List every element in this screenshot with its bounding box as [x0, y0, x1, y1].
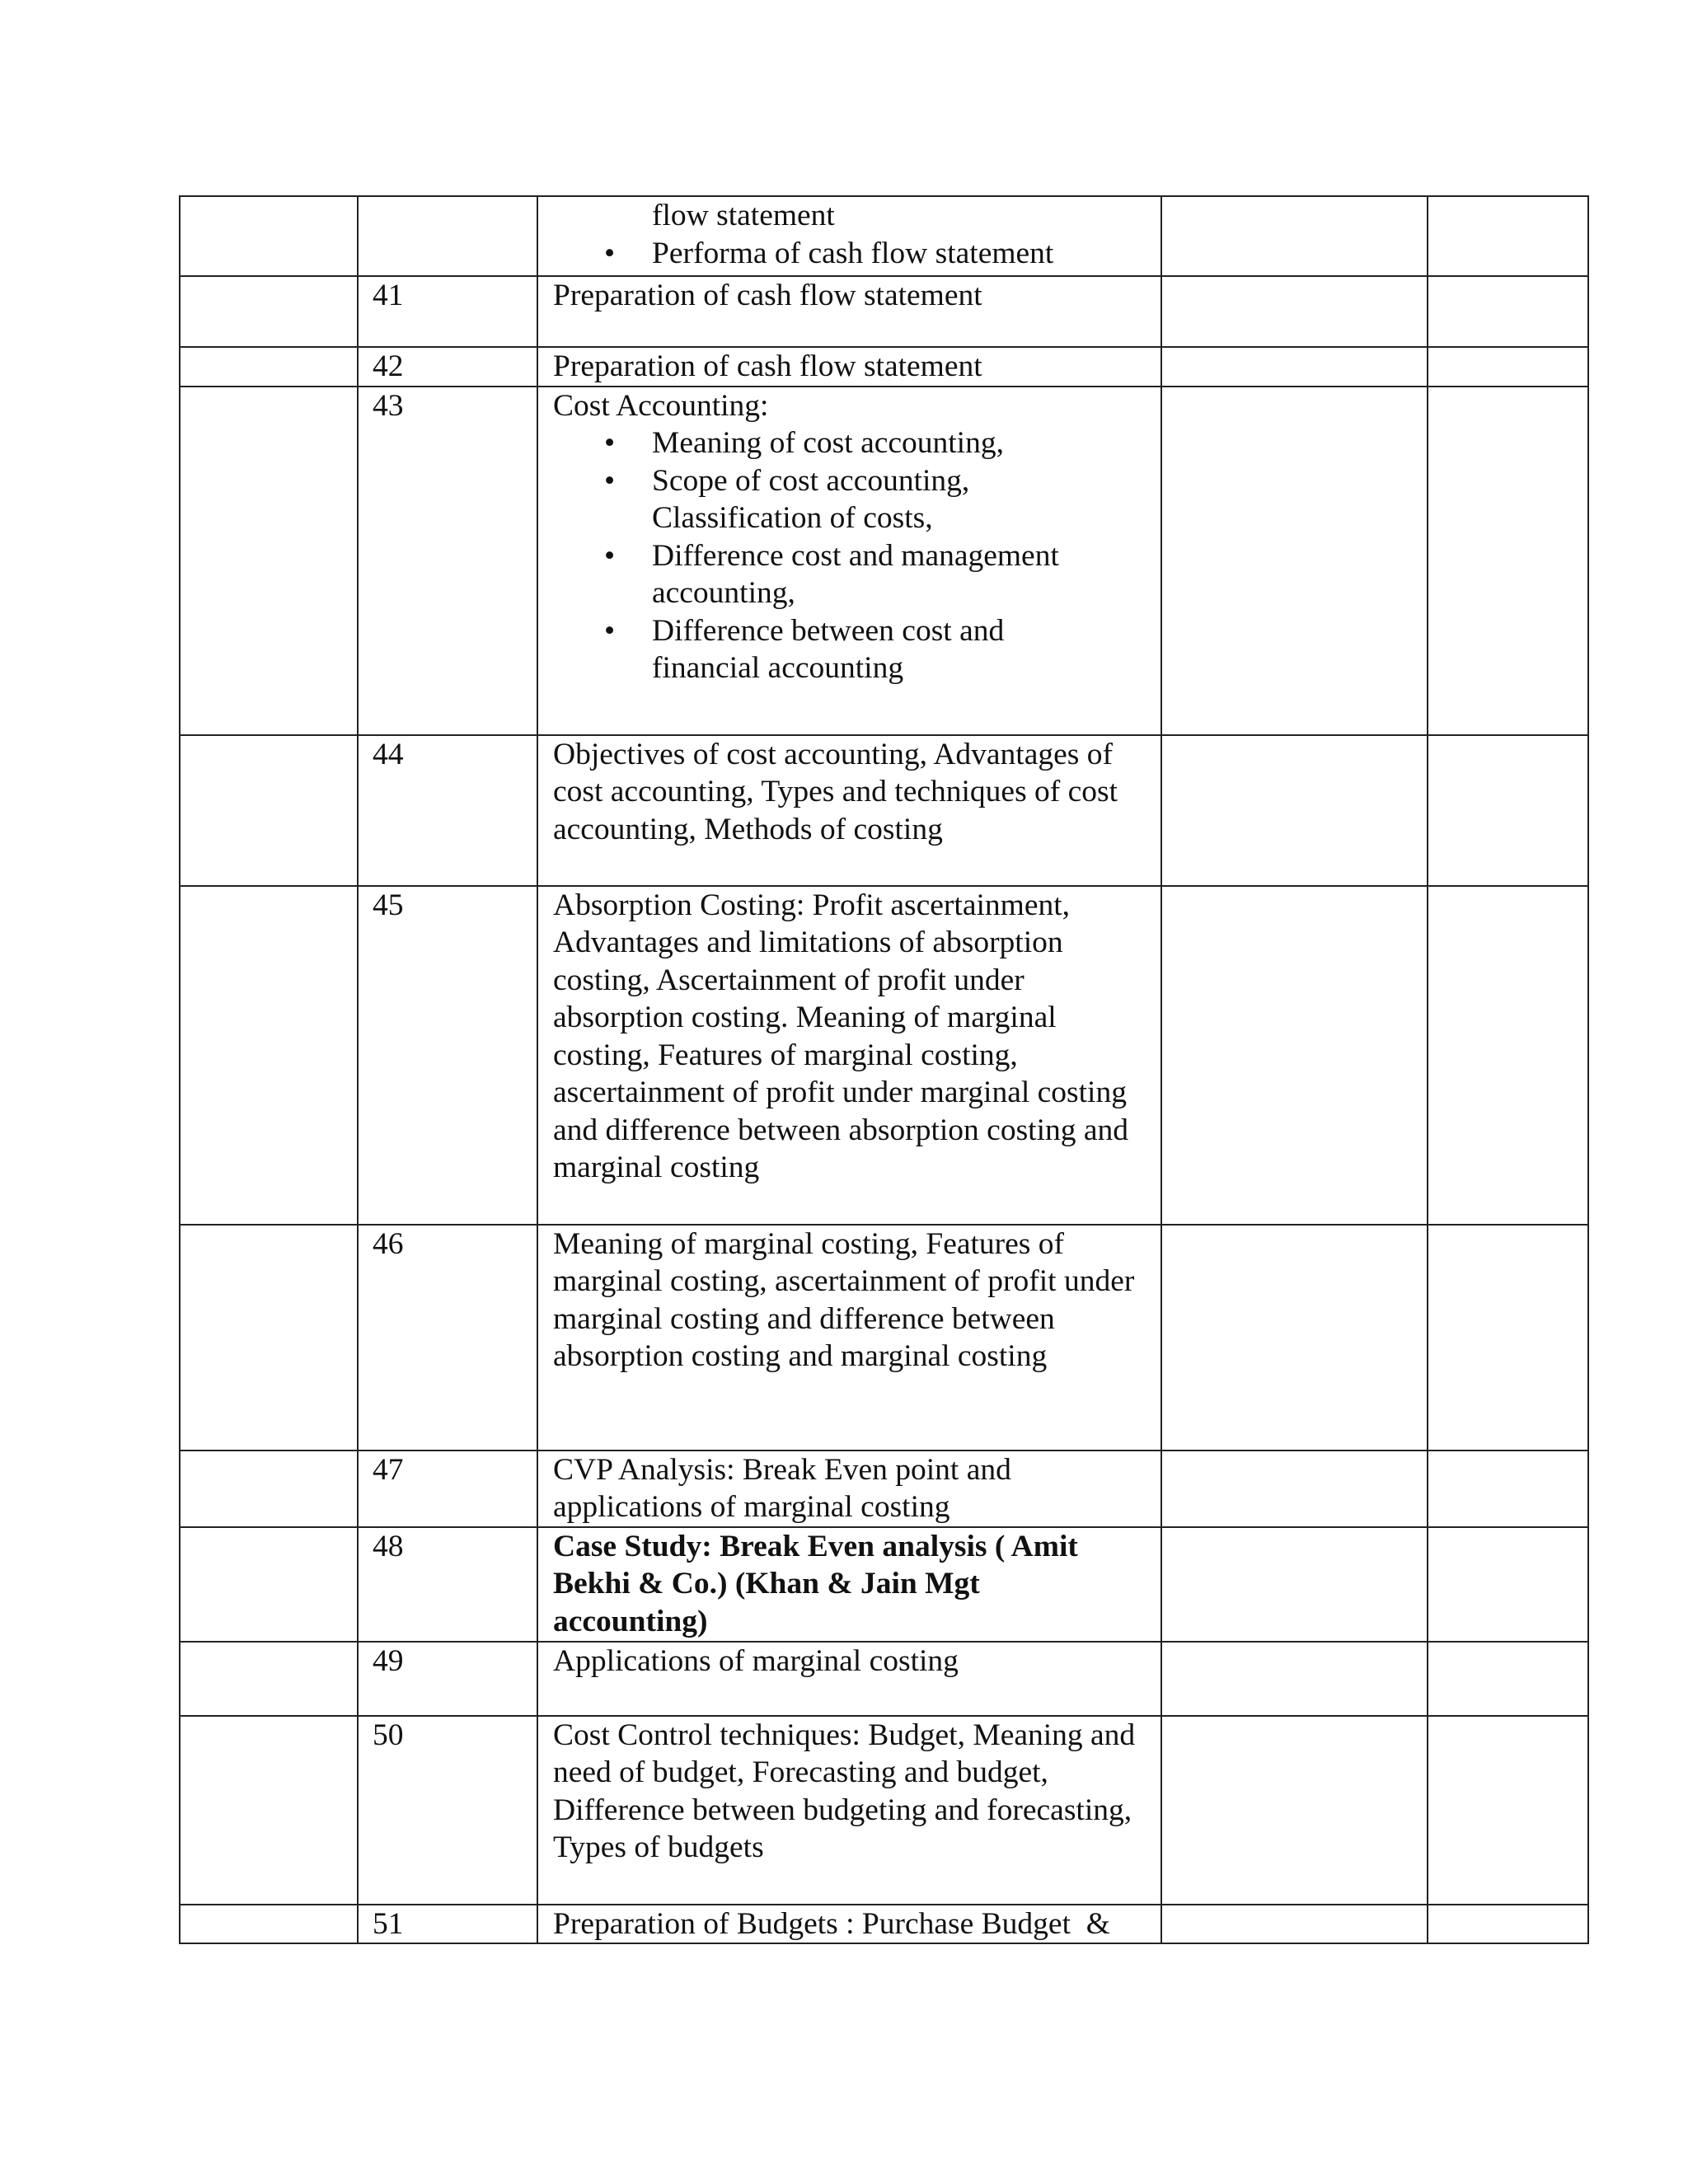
session-number: 46 — [373, 1226, 404, 1261]
bullet-text: Meaning of cost accounting, — [652, 426, 1004, 460]
topic-cell — [537, 1905, 1161, 1944]
session-number-cell — [358, 387, 537, 735]
blank-cell — [1161, 1905, 1428, 1944]
topic-cell — [537, 1451, 1161, 1527]
topic-text: Preparation of cash flow statement — [553, 279, 982, 312]
table-row — [180, 735, 1588, 886]
list-item — [553, 612, 1160, 687]
table-row — [180, 886, 1588, 1225]
topic-cell — [537, 276, 1161, 347]
list-item — [553, 235, 1160, 273]
session-number: 42 — [373, 349, 404, 383]
bullet-icon: • — [604, 463, 616, 498]
bullet-text: Scope of cost accounting, Classification of costs, — [652, 463, 970, 535]
session-number: 51 — [373, 1906, 404, 1941]
blank-cell — [180, 1451, 358, 1527]
session-number-cell — [358, 347, 537, 387]
session-number: 48 — [373, 1529, 404, 1563]
blank-cell — [1428, 276, 1588, 347]
blank-cell — [180, 387, 358, 735]
blank-cell — [1161, 1642, 1428, 1716]
blank-cell — [1161, 196, 1428, 276]
blank-cell — [180, 1642, 358, 1716]
session-number: 45 — [373, 888, 404, 922]
session-number-cell — [358, 1225, 537, 1451]
blank-cell — [1428, 347, 1588, 387]
topic-cell — [537, 886, 1161, 1225]
list-item — [553, 424, 1160, 462]
session-number-cell — [358, 1905, 537, 1944]
table-row — [180, 1451, 1588, 1527]
blank-cell — [1428, 886, 1588, 1225]
topic-text: Cost Control techniques: Budget, Meaning and need of budget, Forecasting and budget, Difference between budgeting and forecasting, Types of budgets — [553, 1718, 1136, 1864]
session-number-cell — [358, 1451, 537, 1527]
session-number: 49 — [373, 1643, 404, 1678]
blank-cell — [180, 1527, 358, 1642]
blank-cell — [180, 196, 358, 276]
topic-text: Preparation of Budgets : Purchase Budget & — [553, 1906, 1110, 1941]
topic-text: Preparation of cash flow statement — [553, 349, 982, 383]
bullet-icon: • — [604, 426, 616, 460]
topic-cell — [537, 735, 1161, 886]
bullet-icon: • — [604, 538, 616, 573]
topic-bullet-list — [553, 235, 1160, 273]
blank-cell — [180, 347, 358, 387]
list-item — [553, 537, 1160, 612]
blank-cell — [1161, 1716, 1428, 1905]
session-number-cell — [358, 886, 537, 1225]
blank-cell — [1428, 1905, 1588, 1944]
session-number-cell — [358, 1527, 537, 1642]
session-number: 47 — [373, 1452, 404, 1487]
blank-cell — [1161, 276, 1428, 347]
topic-text: Applications of marginal costing — [553, 1643, 959, 1678]
table-row — [180, 1716, 1588, 1905]
topic-cell — [537, 1527, 1161, 1642]
blank-cell — [1161, 1451, 1428, 1527]
topic-text: CVP Analysis: Break Even point and applications of marginal costing — [553, 1452, 1011, 1524]
session-number-cell — [358, 276, 537, 347]
topic-cell — [537, 1642, 1161, 1716]
session-number-cell — [358, 735, 537, 886]
blank-cell — [1161, 735, 1428, 886]
table-row — [180, 1225, 1588, 1451]
topic-text: Meaning of marginal costing, Features of marginal costing, ascertainment of profit under marginal costing and difference between absorption costing and marginal costing — [553, 1226, 1135, 1373]
bullet-text: Difference between cost and financial accounting — [652, 613, 1005, 685]
topic-heading: Cost Accounting: — [553, 388, 769, 423]
bullet-text: Difference cost and management accounting, — [652, 538, 1059, 610]
session-number: 50 — [373, 1718, 404, 1752]
table-row — [180, 347, 1588, 387]
topic-bullet-list — [553, 424, 1160, 687]
table-row — [180, 1642, 1588, 1716]
list-item — [553, 462, 1160, 537]
blank-cell — [180, 276, 358, 347]
table-row — [180, 1527, 1588, 1642]
blank-cell — [1428, 387, 1588, 735]
topic-cell — [537, 1225, 1161, 1451]
blank-cell — [1428, 1642, 1588, 1716]
bullet-text: Performa of cash flow statement — [652, 236, 1054, 270]
session-number: 43 — [373, 388, 404, 423]
blank-cell — [1428, 735, 1588, 886]
blank-cell — [1161, 387, 1428, 735]
blank-cell — [1161, 1225, 1428, 1451]
session-number: 44 — [373, 737, 404, 771]
table-row — [180, 387, 1588, 735]
blank-cell — [180, 886, 358, 1225]
topic-cell — [537, 1716, 1161, 1905]
blank-cell — [1161, 886, 1428, 1225]
session-number: 41 — [373, 279, 404, 312]
case-study-text: Case Study: Break Even analysis ( Amit Bekhi & Co.) (Khan & Jain Mgt accounting) — [553, 1529, 1078, 1638]
blank-cell — [1428, 1527, 1588, 1642]
blank-cell — [1428, 1716, 1588, 1905]
session-number-cell — [358, 1642, 537, 1716]
table-row — [180, 1905, 1588, 1944]
blank-cell — [180, 735, 358, 886]
topic-cell — [537, 196, 1161, 276]
topic-text: Absorption Costing: Profit ascertainment, Advantages and limitations of absorption costing, Ascertainment of profit under absorption costing. Meaning of marginal costing, Features of marginal costing, ascertainment of profit under marginal costing and difference between absorption costing and marginal costing — [553, 888, 1129, 1184]
topic-text: Objectives of cost accounting, Advantages of cost accounting, Types and techniques of cost accounting, Methods of costing — [553, 737, 1118, 846]
blank-cell — [1161, 1527, 1428, 1642]
lesson-plan-table — [179, 195, 1589, 1944]
blank-cell — [1161, 347, 1428, 387]
table-row — [180, 276, 1588, 347]
topic-cell — [537, 347, 1161, 387]
blank-cell — [180, 1905, 358, 1944]
topic-continuation: flow statement — [652, 199, 835, 232]
blank-cell — [180, 1716, 358, 1905]
session-number-cell — [358, 1716, 537, 1905]
blank-cell — [1428, 1451, 1588, 1527]
session-number-cell — [358, 196, 537, 276]
blank-cell — [180, 1225, 358, 1451]
bullet-icon: • — [604, 613, 616, 648]
blank-cell — [1428, 1225, 1588, 1451]
blank-cell — [1428, 196, 1588, 276]
bullet-icon: • — [604, 236, 616, 270]
table-row — [180, 196, 1588, 276]
topic-cell — [537, 387, 1161, 735]
